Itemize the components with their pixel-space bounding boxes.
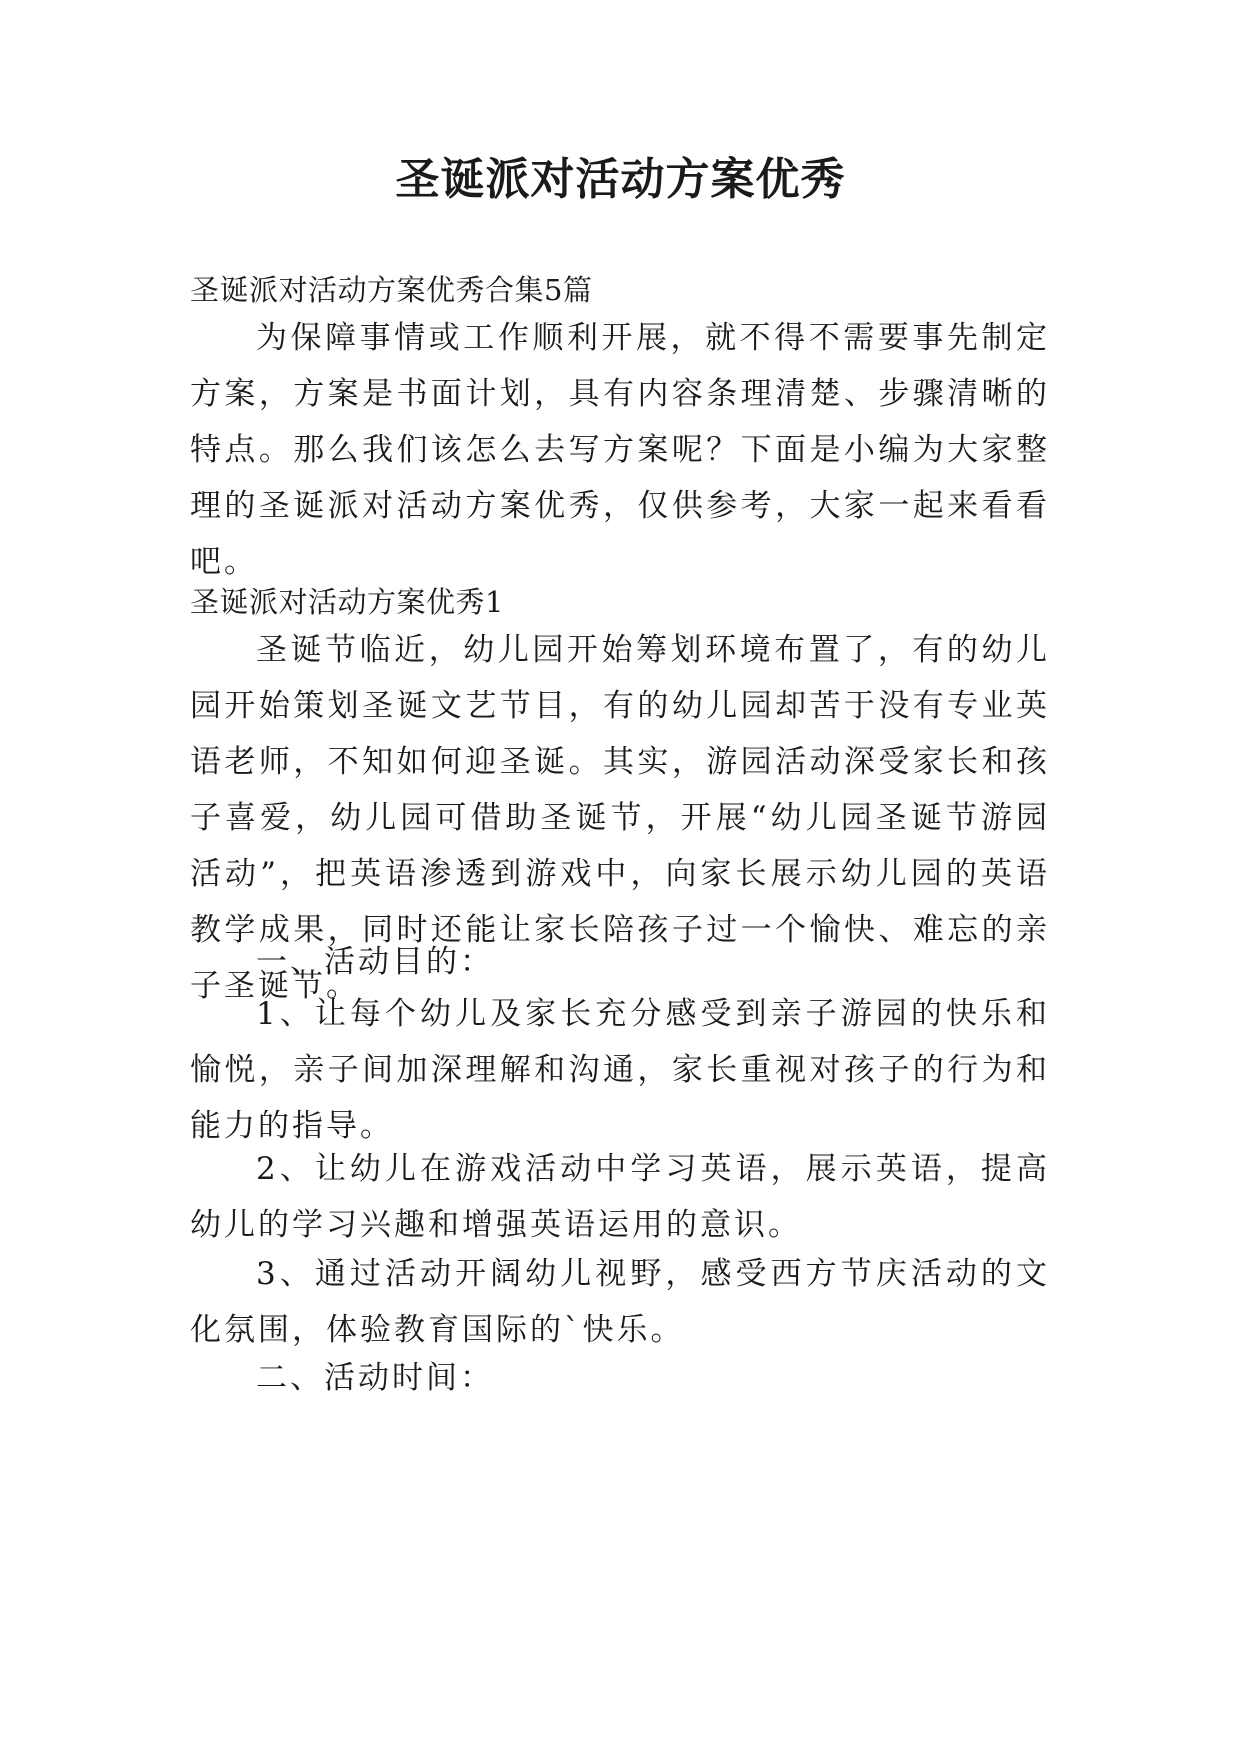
collection-heading: 圣诞派对活动方案优秀合集5篇: [190, 273, 593, 307]
goals-heading: 一、活动目的：: [256, 944, 494, 980]
section1-paragraph: 圣诞节临近，幼儿园开始筹划环境布置了，有的幼儿园开始策划圣诞文艺节目，有的幼儿园却苦于没有专业英语老师，不知如何迎圣诞。其实，游园活动深受家长和孩子喜爱，幼儿园可借助圣诞节，开展“幼儿园圣诞节游园活动”，把英语渗透到游戏中，向家长展示幼儿园的英语教学成果，同时还能让家长陪孩子过一个愉快、难忘的亲子圣诞节。: [190, 632, 1050, 1004]
time-heading: 二、活动时间：: [256, 1360, 494, 1396]
intro-paragraph: 为保障事情或工作顺利开展，就不得不需要事先制定方案，方案是书面计划，具有内容条理清楚、步骤清晰的特点。那么我们该怎么去写方案呢？下面是小编为大家整理的圣诞派对活动方案优秀，仅供参考，大家一起来看看吧。: [190, 320, 1050, 580]
goal-item-1: 1、让每个幼儿及家长充分感受到亲子游园的快乐和愉悦，亲子间加深理解和沟通，家长重视对孩子的行为和能力的指导。: [190, 996, 1050, 1144]
document-title: 圣诞派对活动方案优秀: [395, 154, 846, 205]
goal-item-2: 2、让幼儿在游戏活动中学习英语，展示英语，提高幼儿的学习兴趣和增强英语运用的意识。: [190, 1151, 1050, 1243]
section1-heading: 圣诞派对活动方案优秀1: [190, 585, 504, 619]
goal-item-3: 3、通过活动开阔幼儿视野，感受西方节庆活动的文化氛围，体验教育国际的`快乐。: [190, 1256, 1050, 1348]
